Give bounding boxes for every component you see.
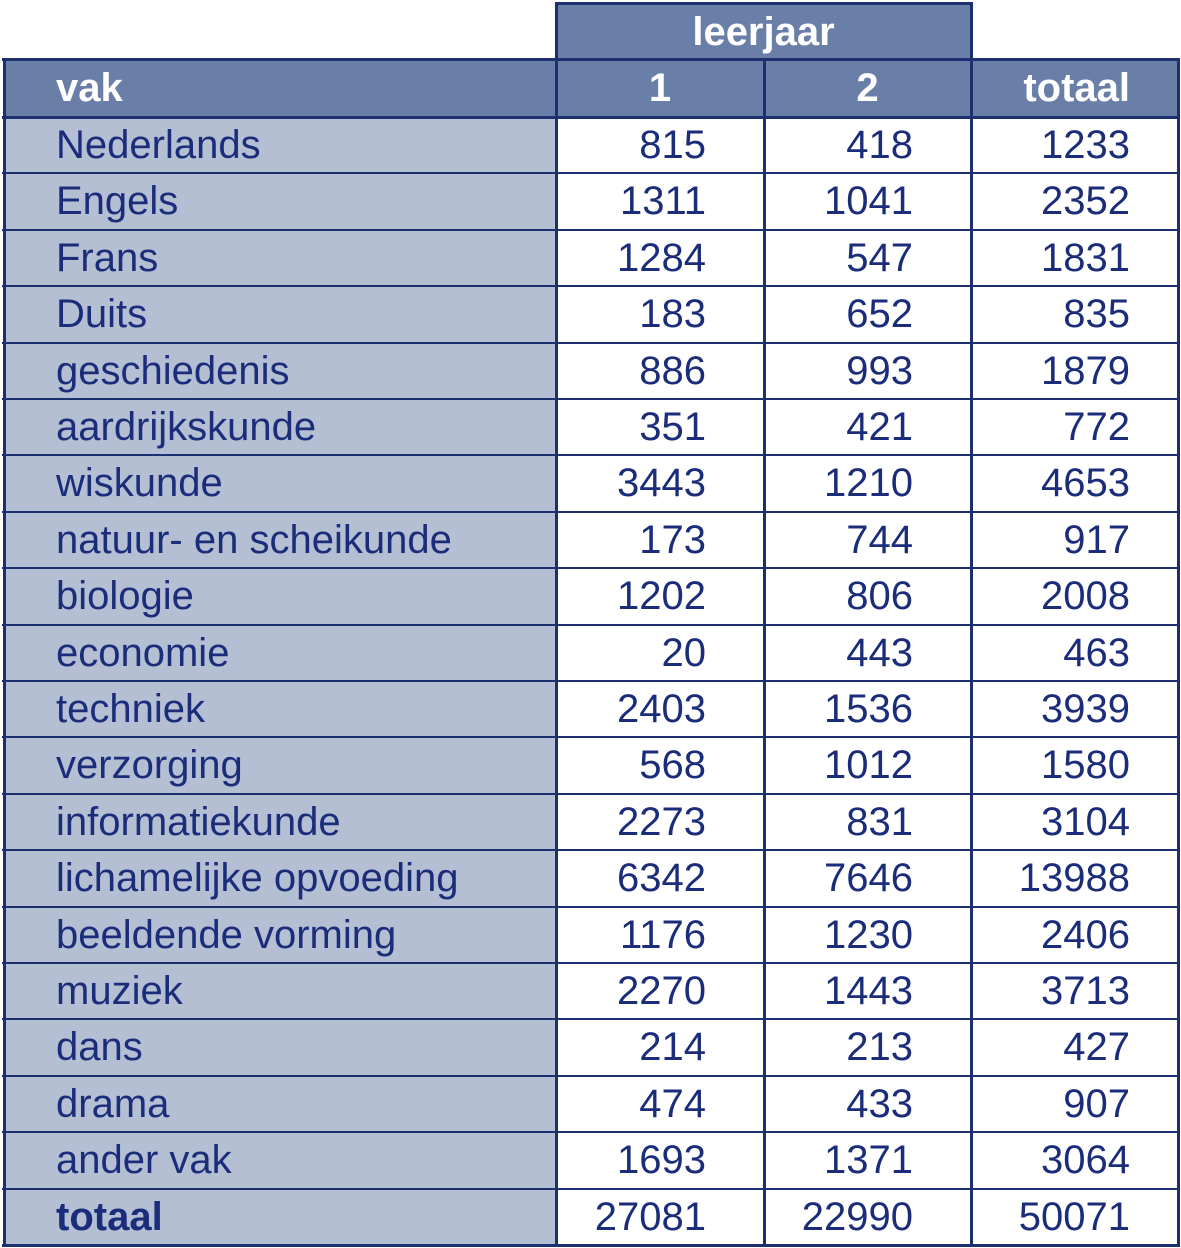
vak-cell: dans (4, 1019, 556, 1075)
totaal-cell: 1879 (1041, 348, 1130, 393)
totaal-cell: 1831 (1041, 235, 1130, 280)
leerjaar-1-cell: 474 (639, 1081, 706, 1126)
totaal-cell: 2008 (1041, 574, 1130, 619)
vak-cell: totaal (4, 1189, 556, 1245)
vak-cell: informatiekunde (4, 794, 556, 850)
leerjaar-1-cell: 214 (639, 1025, 706, 1070)
totaal-cell: 907 (1063, 1081, 1130, 1126)
leerjaar-2-cell: 1443 (824, 969, 913, 1013)
grid-line (2, 1075, 1180, 1077)
totaal-cell: 3104 (1041, 799, 1130, 844)
leerjaar-1-cell: 1176 (619, 912, 706, 957)
leerjaar-1-cell: 886 (639, 348, 706, 393)
vak-cell: Nederlands (4, 117, 556, 173)
grid-line (1177, 58, 1180, 1247)
grid-line (2, 1131, 1180, 1133)
grid-line (2, 454, 1180, 456)
leerjaar-1-cell: 20 (661, 630, 706, 675)
leerjaar-2-cell: 433 (846, 1081, 913, 1126)
vak-cell: ander vak (4, 1132, 556, 1188)
grid-line (2, 962, 1180, 964)
leerjaar-2-cell: 547 (846, 235, 913, 280)
grid-line (2, 906, 1180, 908)
grid-line (3, 58, 6, 1247)
vak-cell: aardrijkskunde (4, 399, 556, 455)
grid-line (2, 849, 1180, 851)
vak-cell: Frans (4, 230, 556, 286)
column-header-leerjaar-1: 1 (556, 60, 764, 117)
leerjaar-1-cell: 2270 (617, 969, 706, 1013)
vak-cell: wiskunde (4, 455, 556, 511)
totaal-cell: 13988 (1018, 856, 1130, 901)
column-header-totaal: totaal (971, 60, 1178, 117)
leerjaar-1-cell: 3443 (617, 461, 706, 506)
column-header-leerjaar-2: 2 (764, 60, 971, 117)
totaal-cell: 917 (1063, 517, 1130, 562)
vak-cell: verzorging (4, 737, 556, 793)
leerjaar-2-cell: 213 (846, 1025, 913, 1070)
vak-cell: economie (4, 625, 556, 681)
grid-line (2, 172, 1180, 174)
leerjaar-1-cell: 815 (639, 123, 706, 167)
leerjaar-2-cell: 744 (846, 517, 913, 562)
leerjaar-2-cell: 652 (846, 292, 913, 337)
leerjaar-2-cell: 1536 (824, 687, 913, 731)
totaal-cell: 1233 (1041, 123, 1130, 167)
leerjaar-1-cell: 173 (639, 517, 706, 562)
totaal-cell: 427 (1063, 1025, 1130, 1070)
vak-cell: beeldende vorming (4, 907, 556, 963)
leerjaar-group-header: leerjaar (556, 4, 971, 60)
leerjaar-1-cell: 1693 (617, 1138, 706, 1183)
grid-line (2, 342, 1180, 344)
leerjaar-2-cell: 1012 (824, 743, 913, 788)
leerjaar-1-cell: 2403 (617, 687, 706, 731)
grid-line (2, 116, 1180, 119)
grid-line (2, 58, 1180, 61)
leerjaar-2-cell: 418 (846, 123, 913, 167)
leerjaar-1-cell: 6342 (617, 856, 706, 901)
totaal-cell: 463 (1063, 630, 1130, 675)
leerjaar-2-cell: 443 (846, 630, 913, 675)
leerjaar-1-cell: 1284 (617, 235, 706, 280)
grid-line (555, 2, 558, 1247)
grid-line (2, 1018, 1180, 1020)
grid-line (2, 511, 1180, 513)
leerjaar-2-cell: 1210 (824, 461, 913, 506)
grid-line (2, 285, 1180, 287)
grid-line (2, 1244, 1180, 1247)
grid-line (555, 2, 973, 5)
leerjaar-1-cell: 1202 (617, 574, 706, 619)
totaal-cell: 1580 (1041, 743, 1130, 788)
grid-line (2, 1188, 1180, 1190)
leerjaar-2-cell: 831 (846, 799, 913, 844)
grid-line (2, 680, 1180, 682)
vak-cell: techniek (4, 681, 556, 737)
grid-line (2, 793, 1180, 795)
totaal-cell: 2406 (1041, 912, 1130, 957)
leerjaar-1-cell: 351 (639, 405, 706, 449)
grid-line (763, 58, 766, 1247)
leerjaar-1-cell: 1311 (619, 179, 706, 224)
leerjaar-2-cell: 806 (846, 574, 913, 619)
column-header-vak: vak (4, 60, 556, 117)
vak-cell: biologie (4, 568, 556, 624)
vak-cell: Engels (4, 173, 556, 229)
leerjaar-1-cell: 568 (639, 743, 706, 788)
vak-cell: drama (4, 1076, 556, 1132)
leerjaar-2-cell: 421 (846, 405, 913, 449)
grid-line (2, 229, 1180, 231)
totaal-cell: 3939 (1041, 687, 1130, 731)
vak-cell: muziek (4, 963, 556, 1019)
grid-line (2, 567, 1180, 569)
leerjaar-2-cell: 1230 (824, 912, 913, 957)
leerjaar-2-cell: 7646 (824, 856, 913, 901)
totaal-cell: 3064 (1041, 1138, 1130, 1183)
totaal-cell: 835 (1063, 292, 1130, 337)
leerjaar-2-cell: 993 (846, 348, 913, 393)
grid-line (2, 624, 1180, 626)
grid-line (2, 736, 1180, 738)
leerjaar-2-cell: 22990 (801, 1194, 913, 1239)
totaal-cell: 50071 (1018, 1194, 1130, 1239)
leerjaar-1-cell: 27081 (594, 1194, 706, 1239)
totaal-cell: 772 (1063, 405, 1130, 449)
totaal-cell: 2352 (1041, 179, 1130, 224)
leerjaar-1-cell: 183 (639, 292, 706, 337)
grid-line (2, 398, 1180, 400)
leerjaar-1-cell: 2273 (617, 799, 706, 844)
leerjaar-2-cell: 1371 (824, 1138, 913, 1183)
totaal-cell: 3713 (1041, 969, 1130, 1013)
vak-cell: Duits (4, 286, 556, 342)
leerjaar-2-cell: 1041 (824, 179, 913, 224)
totaal-cell: 4653 (1041, 461, 1130, 506)
vak-cell: natuur- en scheikunde (4, 512, 556, 568)
vak-cell: lichamelijke opvoeding (4, 850, 556, 906)
vak-cell: geschiedenis (4, 343, 556, 399)
grid-line (970, 2, 973, 1247)
